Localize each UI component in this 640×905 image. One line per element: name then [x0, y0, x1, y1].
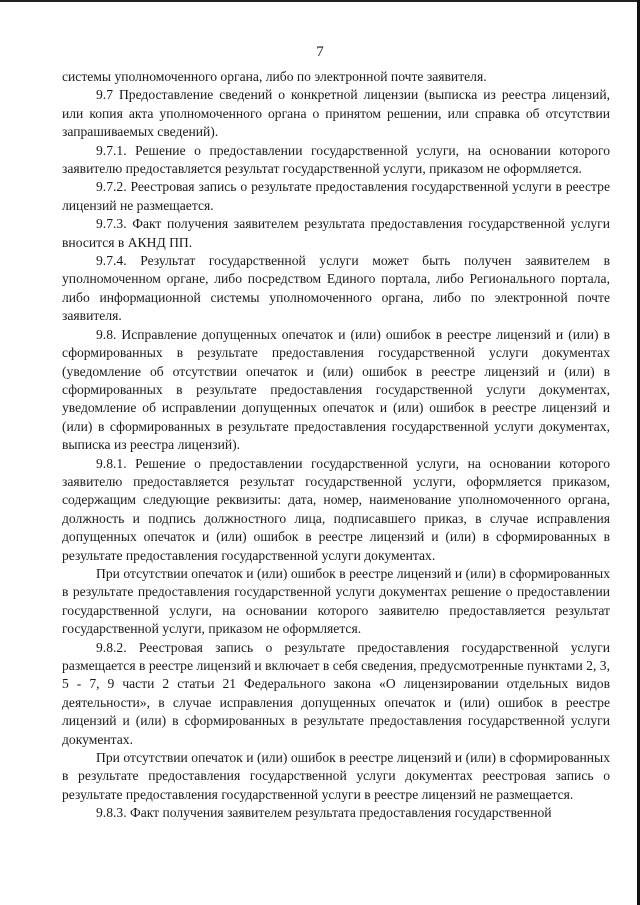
paragraph: При отсутствии опечаток и (или) ошибок в реестре лицензий и (или) в сформированных в результате предоставления государственной услуги документах реестровая запись о результате предоставления государственной услуги в реестре лицензий не размещается. [62, 750, 610, 802]
paragraph: 9.8. Исправление допущенных опечаток и (или) ошибок в реестре лицензий и (или) в сформированных в результате предоставления государственной услуги документах (уведомление об отсутствии опечаток и (или) ошибок в реестре лицензий и (или) в сформированных в результате предоставления государственной услуги документах, уведомление об исправлении допущенных опечаток и (или) ошибок в реестре лицензий и (или) в сформированных в результате предоставления государственной услуги документах, выписка из реестра лицензий). [62, 326, 610, 453]
paragraph: 9.7.4. Результат государственной услуги может быть получен заявителем в уполномоченном органе, либо посредством Единого портала, либо Регионального портала, либо информационной системы уполномоченного органа, либо по электронной почте заявителя. [62, 253, 610, 324]
paragraph: 9.8.1. Решение о предоставлении государственной услуги, на основании которого заявителю предоставляется результат государственной услуги, оформляется приказом, содержащим следующие реквизиты: дата, номер, наименование уполномоченного органа, должность и подпись должностного лица, подписавшего приказ, в случае исправления допущенных опечаток и (или) ошибок в реестре лицензий и (или) в сформированных в результате предоставления государственной услуги документах. [62, 455, 610, 563]
scan-edge-top [0, 0, 640, 2]
paragraph: системы уполномоченного органа, либо по электронной почте заявителя. [62, 69, 487, 84]
paragraph: 9.7 Предоставление сведений о конкретной лицензии (выписка из реестра лицензий, или копия акта уполномоченного органа о принятом решении, или справка об отсутствии запрашиваемых сведений). [62, 87, 610, 140]
paragraph: 9.7.3. Факт получения заявителем результата предоставления государственной услуги вносится в АКНД ПП. [62, 216, 610, 250]
paragraph: 9.8.3. Факт получения заявителем результата предоставления государственной [96, 805, 552, 821]
paragraph: 9.7.1. Решение о предоставлении государственной услуги, на основании которого заявителю предоставляется результат государственной услуги, приказом не оформляется. [62, 142, 610, 177]
document-body [62, 68, 610, 823]
paragraph: 9.7.2. Реестровая запись о результате предоставления государственной услуги в реестре лицензий не размещается. [62, 179, 610, 213]
page-number: 7 [316, 44, 324, 60]
paragraph: 9.8.2. Реестровая запись о результате предоставления государственной услуги размещается в реестре лицензий и включает в себя сведения, предусмотренные пунктами 2, 3, 5 - 7, 9 части 2 статьи 21 Федерального закона «О лицензировании отдельных видов деятельности», в случае исправления допущенных опечаток и (или) ошибок в реестре лицензий и (или) в сформированных в результате предоставления государственной услуги документах. [62, 639, 610, 747]
paragraph: При отсутствии опечаток и (или) ошибок в реестре лицензий и (или) в сформированных в результате предоставления государственной услуги документах решение о предоставлении государственной услуги, на основании которого заявителю предоставляется результат государственной услуги, приказом не оформляется. [62, 565, 610, 637]
